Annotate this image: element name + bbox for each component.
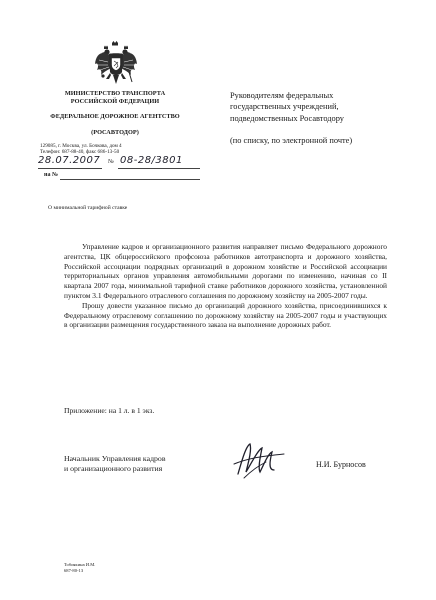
coat-of-arms-emblem xyxy=(94,40,138,86)
signatory-title xyxy=(64,454,166,475)
agency-name: ФЕДЕРАЛЬНОЕ ДОРОЖНОЕ АГЕНТСТВО xyxy=(50,113,180,120)
body-paragraph-1: Управление кадров и организационного развития направляет письмо Федерального дорожного агентства, ЦК общероссийского профсоюза работников автотранспорта и дорожного хозяйства, Российской ассоциации подрядных организаций в дорожном хозяйстве и Российской ассоциации территориальных органов управления автомобильными дорогами по изменению, начиная со II квартала 2007 года, минимальной тарифной ставке работников дорожного хозяйства, установленной пунктом 3.1 Федерального отраслевого соглашения по дорожному хозяйству на 2005-2007 годы. xyxy=(64,242,387,300)
recipient-line-1: Руководителям федеральных xyxy=(230,91,334,100)
reference-underline xyxy=(60,179,200,180)
reference-label: на № xyxy=(44,172,58,178)
signatory-title-line-1: Начальник Управления кадров xyxy=(64,454,166,463)
recipient-line-3: подведомственных Росавтодору xyxy=(230,113,344,123)
executor-phone: 687-80-13 xyxy=(64,567,84,573)
ministry-name xyxy=(40,90,190,106)
signatory-title-line-2: и организационного развития xyxy=(64,464,163,474)
address-line-2: Телефон: 687-88-40, факс 686-13-50 xyxy=(40,149,120,156)
body-paragraph-2: Прошу довести указанное письмо до организаций дорожного хозяйства, присоединившихся к Федеральному отраслевому соглашению по дорожному хозяйству на 2005-2007 годы и участвующих в организации размещения государственного заказа на выполнение дорожных работ. xyxy=(64,300,387,330)
agency-short-name: (РОСАВТОДОР) xyxy=(91,129,139,136)
number-underline xyxy=(118,168,200,169)
handwritten-number: 08-28/3801 xyxy=(120,155,183,166)
letter-body xyxy=(64,242,387,330)
attachment-note: Приложение: на 1 л. в 1 экз. xyxy=(64,406,155,415)
executor-info xyxy=(64,562,95,573)
number-label: № xyxy=(108,159,114,165)
recipient-line-4: (по списку, по электронной почте) xyxy=(230,135,353,145)
recipient-line-2: государственных учреждений, xyxy=(230,102,339,112)
address-line-1: 129085, г. Москва, ул. Бочкова, дом 4 xyxy=(40,143,122,149)
signatory-name: Н.И. Бурносов xyxy=(316,460,366,469)
handwritten-signature xyxy=(230,440,290,482)
ministry-line-2: РОССИЙСКОЙ ФЕДЕРАЦИИ xyxy=(70,98,160,105)
recipient-block xyxy=(230,90,390,146)
ministry-line-1: МИНИСТЕРСТВО ТРАНСПОРТА xyxy=(64,90,166,97)
handwritten-date: 28.07.2007 xyxy=(38,155,101,166)
executor-name: Тобоякина И.М. xyxy=(64,562,96,567)
agency-address xyxy=(40,143,210,156)
date-underline xyxy=(38,168,102,169)
letter-subject: О минимальной тарифной ставке xyxy=(48,205,128,211)
